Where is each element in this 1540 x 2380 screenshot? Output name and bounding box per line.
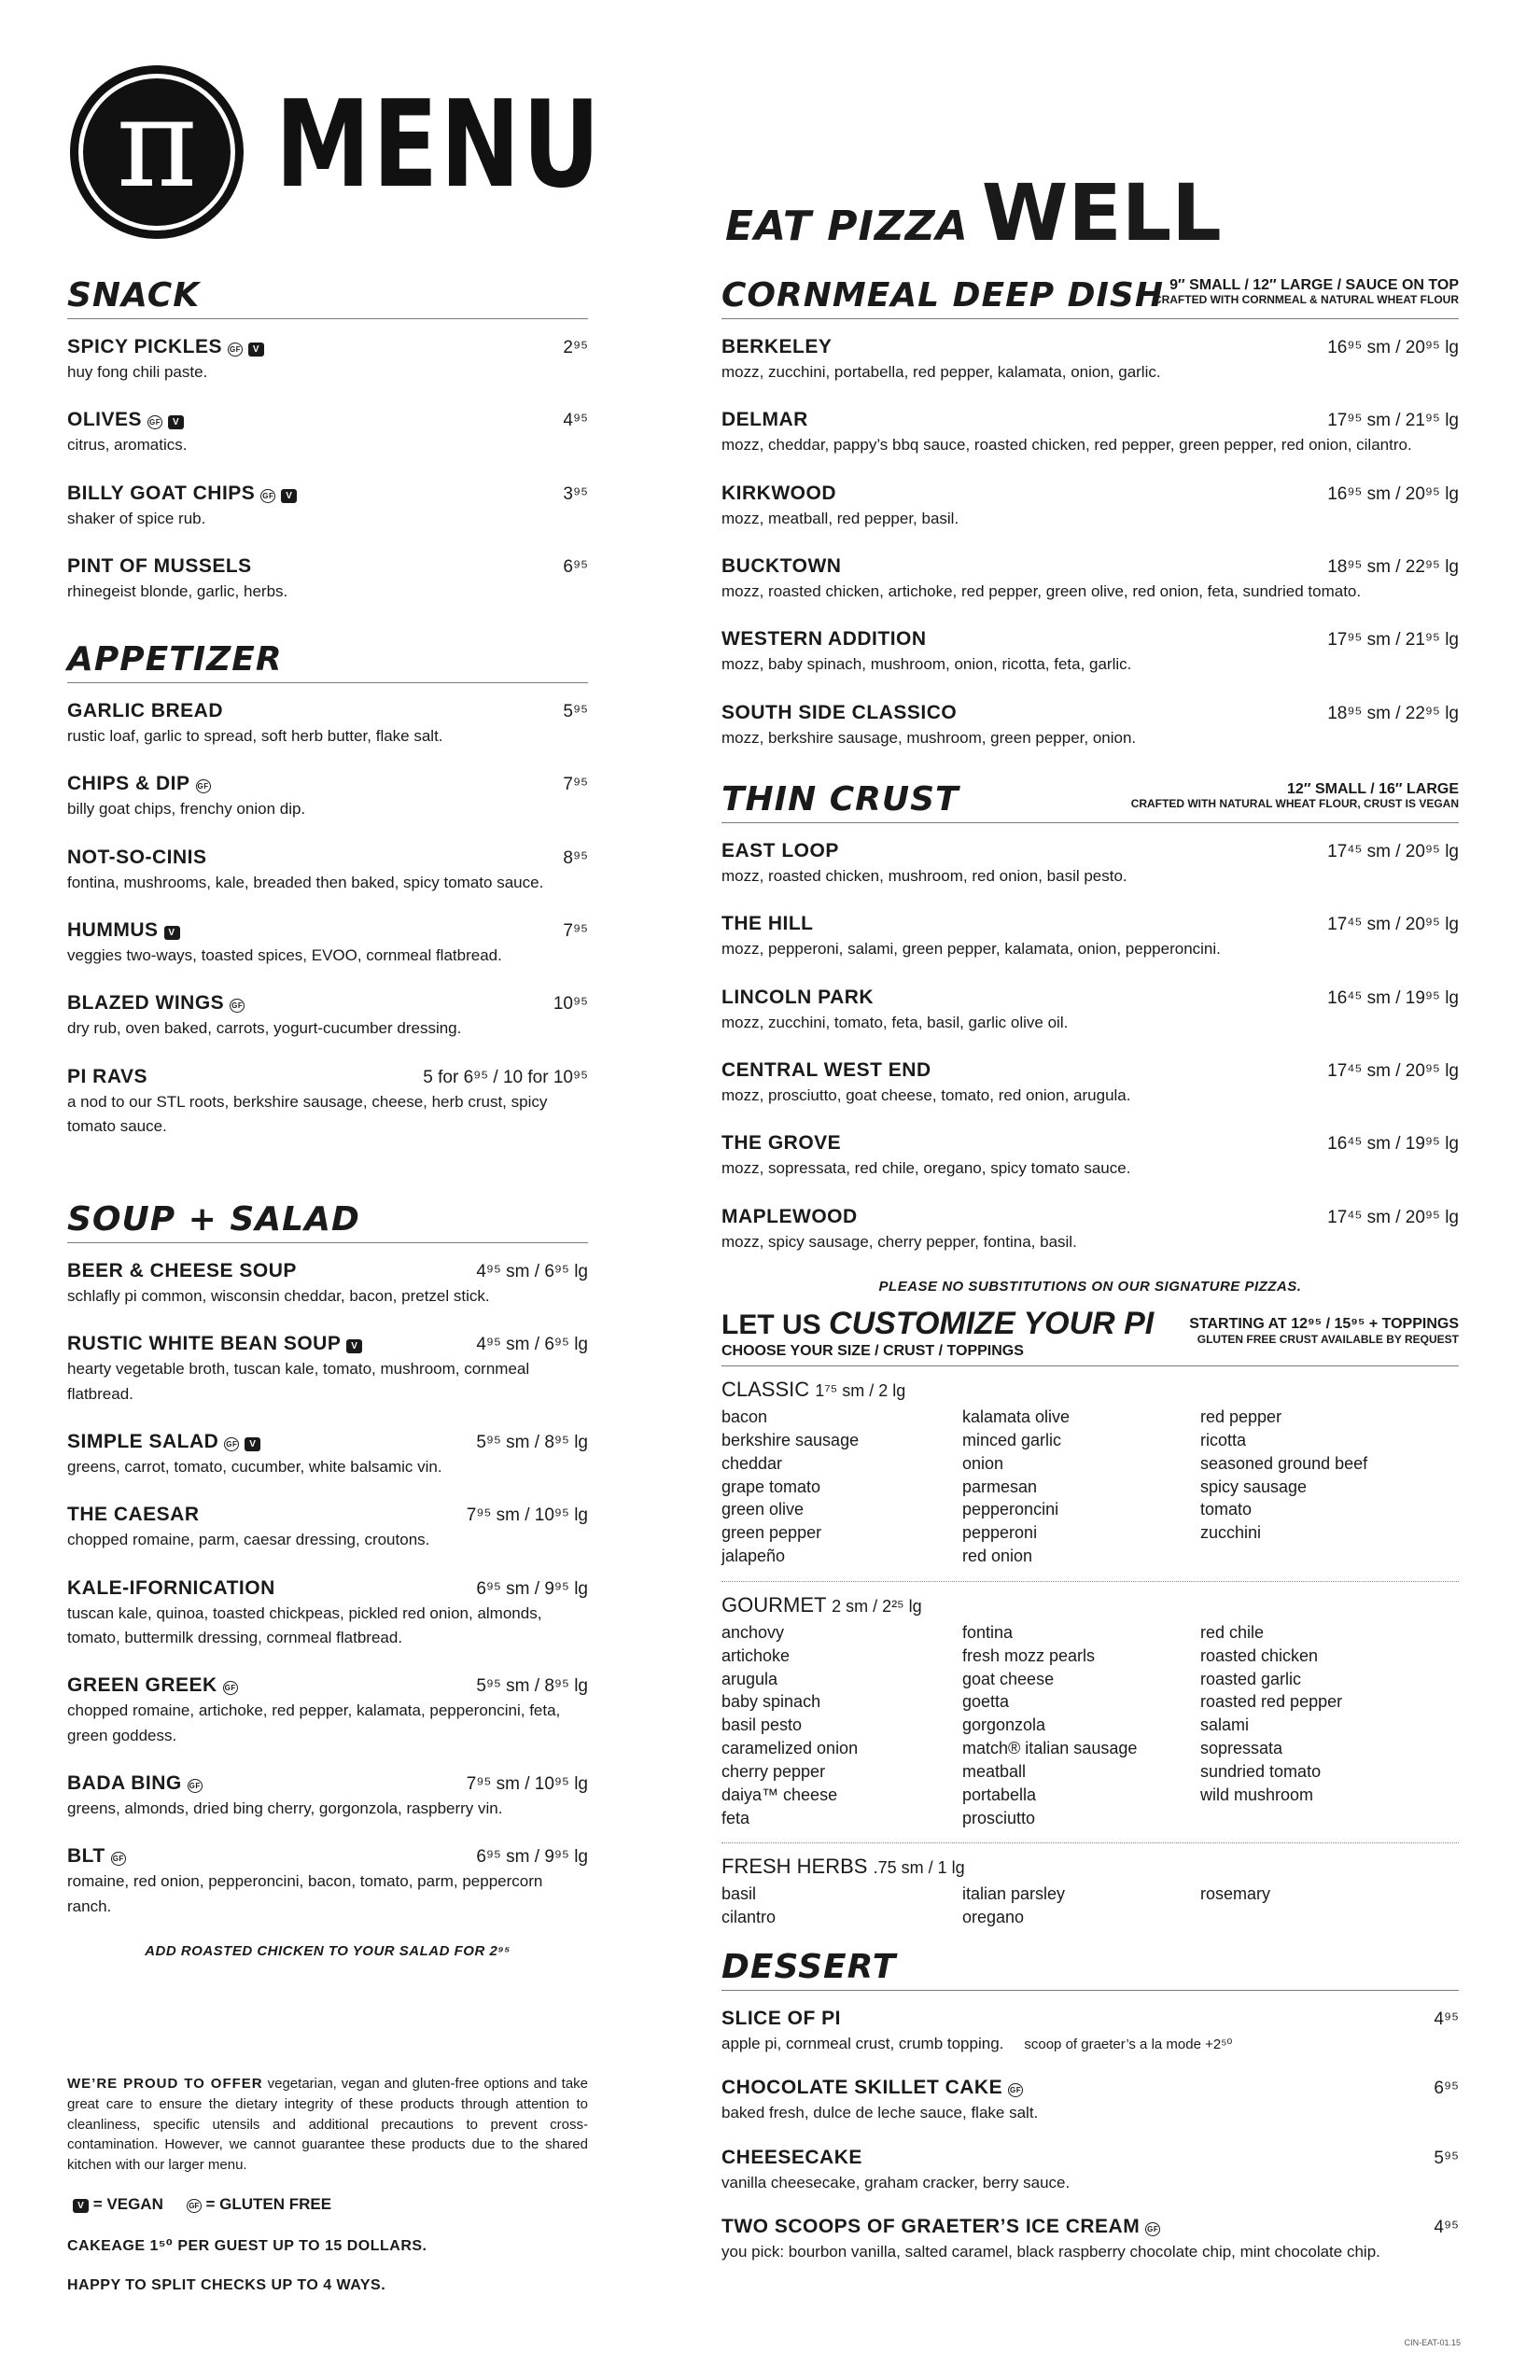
item-price: 7⁹⁵ sm / 10⁹⁵ lg (466, 1505, 588, 1526)
customize-title-script: CUSTOMIZE YOUR PI (829, 1306, 1155, 1342)
salad-note: ADD ROASTED CHICKEN TO YOUR SALAD FOR 2⁹⁵ (145, 1943, 511, 1960)
topping-item (1200, 1906, 1459, 1929)
item-name: BERKELEY (721, 336, 833, 357)
topping-item: grape tomato (721, 1477, 821, 1496)
topping-item: sundried tomato (1200, 1761, 1322, 1781)
soup-salad-section (67, 1195, 588, 1959)
item-name: TWO SCOOPS OF GRAETER’S ICE CREAM (721, 2216, 1141, 2238)
topping-item: red onion (962, 1547, 1033, 1566)
item-desc: mozz, prosciutto, goat cheese, tomato, red onion, arugula. (721, 1086, 1131, 1105)
menu-item (721, 1132, 1459, 1181)
item-price: 2⁹⁵ (563, 338, 588, 357)
deep-dish-size-note: 9″ SMALL / 12″ LARGE / SAUCE ON TOP (1169, 276, 1459, 293)
topping-item: oregano (962, 1908, 1025, 1927)
item-name: SPICY PICKLES (67, 336, 222, 357)
gf-crust-note: GLUTEN FREE CRUST AVAILABLE BY REQUEST (1197, 1333, 1459, 1347)
menu-item (721, 702, 1459, 750)
item-name: CHOCOLATE SKILLET CAKE (721, 2077, 1003, 2099)
menu-item (721, 840, 1459, 889)
item-price: 3⁹⁵ (563, 483, 588, 504)
topping-item: tomato (1200, 1500, 1253, 1519)
item-price: 4⁹⁵ (1434, 2218, 1459, 2238)
item-desc: tuscan kale, quinoa, toasted chickpeas, pickled red onion, almonds, tomato, buttermilk dressing, cornmeal flatbread. (67, 1603, 542, 1647)
pi-glyph: π (116, 72, 198, 216)
topping-item: prosciutto (962, 1808, 1036, 1827)
item-desc: dry rub, oven baked, carrots, yogurt-cucumber dressing. (67, 1019, 462, 1038)
menu-item (721, 1059, 1459, 1108)
soup-salad-title: SOUP + SALAD (67, 1200, 360, 1239)
item-desc: chopped romaine, parm, caesar dressing, croutons. (67, 1531, 430, 1549)
herb-toppings (721, 1842, 1459, 1942)
menu-item (721, 2077, 1459, 2125)
vegan-icon: V (248, 343, 264, 357)
topping-item: basil (721, 1884, 757, 1904)
topping-item: onion (962, 1453, 1004, 1473)
item-name: OLIVES (67, 409, 143, 431)
deep-dish-title: CORNMEAL DEEP DISH (721, 276, 1164, 315)
item-price: 16⁴⁵ sm / 19⁹⁵ lg (1327, 1134, 1459, 1155)
topping-item: caramelized onion (721, 1739, 859, 1758)
item-desc: apple pi, cornmeal crust, crumb topping. (721, 2035, 1004, 2053)
menu-item (67, 1066, 588, 1140)
item-name: CENTRAL WEST END (721, 1059, 931, 1082)
item-price: 16⁹⁵ sm / 20⁹⁵ lg (1327, 338, 1459, 357)
thin-crust-crust-note: CRAFTED WITH NATURAL WHEAT FLOUR, CRUST IS VEGAN (1130, 797, 1459, 811)
vegan-icon: V (164, 926, 180, 940)
item-price: 16⁴⁵ sm / 19⁹⁵ lg (1327, 987, 1459, 1008)
a-la-mode-note: scoop of graeter’s a la mode +2⁵⁰ (1024, 2037, 1233, 2053)
item-name: THE HILL (721, 913, 814, 935)
item-name: HUMMUS (67, 919, 159, 942)
menu-item (721, 913, 1459, 961)
item-desc: mozz, meatball, red pepper, basil. (721, 509, 959, 527)
item-price: 5⁹⁵ sm / 8⁹⁵ lg (476, 1433, 588, 1453)
topping-item: italian parsley (962, 1884, 1066, 1904)
dessert-title: DESSERT (721, 1948, 897, 1987)
customize-title-plain: LET US (721, 1309, 821, 1341)
item-desc: mozz, berkshire sausage, mushroom, green pepper, onion. (721, 728, 1137, 747)
menu-item (67, 336, 588, 385)
item-price: 16⁹⁵ sm / 20⁹⁵ lg (1327, 483, 1459, 504)
item-desc: schlafly pi common, wisconsin cheddar, bacon, pretzel stick. (67, 1287, 490, 1305)
item-desc: you pick: bourbon vanilla, salted caramel, black raspberry chocolate chip, mint chocolate chip. (721, 2243, 1380, 2261)
item-desc: shaker of spice rub. (67, 509, 206, 527)
item-name: CHIPS & DIP (67, 773, 190, 795)
vegan-label: = VEGAN (92, 2195, 163, 2213)
item-name: CHEESECAKE (721, 2146, 862, 2168)
topping-item: cheddar (721, 1453, 783, 1473)
deep-dish-crust-note: CRAFTED WITH CORNMEAL & NATURAL WHEAT FLOUR (1153, 293, 1459, 307)
menu-item (721, 1206, 1459, 1254)
gluten-free-icon: GF (1008, 2083, 1023, 2097)
topping-item: salami (1200, 1715, 1250, 1735)
vegan-icon: V (245, 1437, 260, 1451)
item-name: BLAZED WINGS (67, 992, 225, 1015)
item-price: 7⁹⁵ sm / 10⁹⁵ lg (466, 1774, 588, 1795)
item-desc: baked fresh, dulce de leche sauce, flake salt. (721, 2104, 1039, 2122)
topping-item: fontina (962, 1622, 1014, 1642)
gluten-free-icon: GF (1145, 2222, 1160, 2236)
topping-item: goat cheese (962, 1669, 1055, 1688)
topping-item: pepperoncini (962, 1500, 1059, 1519)
topping-item: green olive (721, 1500, 805, 1519)
item-price: 5 for 6⁹⁵ / 10 for 10⁹⁵ (423, 1067, 588, 1087)
group-title: GOURMET (721, 1592, 827, 1617)
menu-item (67, 992, 588, 1041)
gluten-free-icon: GF (188, 1779, 203, 1793)
topping-item: parmesan (962, 1477, 1038, 1496)
thin-crust-title: THIN CRUST (721, 780, 959, 819)
item-name: WESTERN ADDITION (721, 628, 927, 651)
proud-lead: WE’RE PROUD TO OFFER (67, 2076, 263, 2092)
item-name: KIRKWOOD (721, 482, 836, 504)
menu-item (67, 700, 588, 749)
menu-item (721, 483, 1459, 531)
topping-item: spicy sausage (1200, 1477, 1308, 1496)
topping-item (1200, 1807, 1459, 1830)
item-name: SOUTH SIDE CLASSICO (721, 701, 958, 723)
topping-item: kalamata olive (962, 1407, 1071, 1427)
item-price: 5⁹⁵ sm / 8⁹⁵ lg (476, 1676, 588, 1697)
item-price: 17⁴⁵ sm / 20⁹⁵ lg (1327, 1207, 1459, 1227)
deep-dish-section (721, 271, 1459, 750)
item-name: SLICE OF PI (721, 2008, 842, 2030)
customize-price-note: STARTING AT 12⁹⁵ / 15⁹⁵ + TOPPINGS (1189, 1316, 1459, 1333)
item-desc: mozz, cheddar, pappy’s bbq sauce, roasted chicken, red pepper, green pepper, red onion, cilantro. (721, 436, 1412, 455)
topping-item: fresh mozz pearls (962, 1645, 1096, 1665)
item-desc: greens, carrot, tomato, cucumber, white balsamic vin. (67, 1458, 442, 1477)
gf-label: = GLUTEN FREE (205, 2195, 332, 2213)
topping-item: anchovy (721, 1622, 785, 1642)
gluten-free-icon: GF (111, 1852, 126, 1866)
topping-item: match® italian sausage (962, 1739, 1138, 1758)
item-desc: rhinegeist blonde, garlic, herbs. (67, 582, 288, 601)
item-desc: mozz, pepperoni, salami, green pepper, kalamata, onion, pepperoncini. (721, 940, 1221, 959)
item-price: 18⁹⁵ sm / 22⁹⁵ lg (1327, 703, 1459, 723)
thin-crust-section (721, 775, 1459, 1295)
gluten-free-icon: GF (228, 343, 243, 357)
item-price: 4⁹⁵ sm / 6⁹⁵ lg (476, 1335, 588, 1355)
item-name: MAPLEWOOD (721, 1205, 858, 1227)
item-price: 10⁹⁵ (553, 994, 588, 1015)
toppings-grid (721, 1621, 1459, 1829)
menu-item (67, 773, 588, 821)
gluten-free-icon: GF (187, 2199, 202, 2213)
menu-item (67, 1431, 588, 1479)
topping-item: zucchini (1200, 1523, 1262, 1543)
item-name: BADA BING (67, 1772, 182, 1795)
topping-item: minced garlic (962, 1430, 1062, 1449)
topping-item: seasoned ground beef (1200, 1453, 1368, 1473)
badge-legend (67, 2195, 331, 2214)
item-price: 5⁹⁵ (563, 702, 588, 721)
vegan-icon: V (73, 2199, 89, 2213)
tagline (725, 167, 1222, 259)
item-price: 18⁹⁵ sm / 22⁹⁵ lg (1327, 557, 1459, 578)
item-name: RUSTIC WHITE BEAN SOUP (67, 1333, 342, 1355)
topping-item: berkshire sausage (721, 1430, 860, 1449)
item-price: 6⁹⁵ sm / 9⁹⁵ lg (476, 1578, 588, 1599)
topping-item: baby spinach (721, 1692, 821, 1712)
menu-item (67, 1504, 588, 1552)
item-name: BUCKTOWN (721, 555, 842, 578)
toppings-grid (721, 1883, 1459, 1929)
item-desc: citrus, aromatics. (67, 436, 188, 455)
customize-subtitle: CHOOSE YOUR SIZE / CRUST / TOPPINGS (721, 1343, 1024, 1360)
pi-logo (70, 65, 244, 239)
item-desc: romaine, red onion, pepperoncini, bacon, tomato, parm, peppercorn ranch. (67, 1872, 543, 1915)
item-price: 4⁹⁵ (563, 411, 588, 431)
topping-item: meatball (962, 1761, 1027, 1781)
topping-item: cilantro (721, 1908, 777, 1927)
item-name: EAST LOOP (721, 840, 839, 862)
snack-section (67, 271, 588, 635)
vegan-icon: V (346, 1339, 362, 1353)
item-price: 4⁹⁵ (1434, 2009, 1459, 2030)
item-name: BLT (67, 1845, 105, 1868)
topping-item: red pepper (1200, 1407, 1282, 1427)
group-title: CLASSIC (721, 1378, 810, 1402)
item-price: 4⁹⁵ sm / 6⁹⁵ lg (476, 1262, 588, 1281)
group-price: .75 sm / 1 lg (873, 1858, 965, 1878)
menu-item (67, 555, 588, 604)
topping-item: roasted garlic (1200, 1669, 1302, 1688)
item-name: LINCOLN PARK (721, 986, 875, 1008)
toppings-grid (721, 1406, 1459, 1568)
menu-item (721, 2147, 1459, 2195)
item-desc: mozz, baby spinach, mushroom, onion, ricotta, feta, garlic. (721, 655, 1132, 674)
gluten-free-icon: GF (147, 415, 162, 429)
gluten-free-icon: GF (223, 1681, 238, 1695)
cakeage-note: CAKEAGE 1⁵⁰ PER GUEST UP TO 15 DOLLARS. (67, 2238, 427, 2254)
item-name: GREEN GREEK (67, 1674, 217, 1697)
topping-item: portabella (962, 1785, 1037, 1804)
menu-item (67, 1772, 588, 1821)
dessert-section (721, 1942, 1459, 2264)
snack-title: SNACK (67, 276, 201, 315)
menu-item (721, 409, 1459, 457)
topping-item: goetta (962, 1692, 1010, 1712)
menu-item (67, 1674, 588, 1748)
topping-item: cherry pepper (721, 1761, 826, 1781)
item-price: 7⁹⁵ (563, 775, 588, 795)
topping-item: sopressata (1200, 1739, 1283, 1758)
topping-item: red chile (1200, 1622, 1265, 1642)
appetizer-section (67, 635, 588, 1195)
item-name: DELMAR (721, 409, 808, 431)
dietary-statement (67, 2074, 588, 2176)
topping-item: artichoke (721, 1645, 791, 1665)
item-desc: rustic loaf, garlic to spread, soft herb butter, flake salt. (67, 727, 443, 745)
item-price: 17⁴⁵ sm / 20⁹⁵ lg (1327, 1061, 1459, 1082)
left-column (67, 271, 588, 1959)
menu-item (721, 628, 1459, 677)
page-title: MENU (275, 76, 603, 215)
group-title: FRESH HERBS (721, 1855, 868, 1879)
item-desc: mozz, spicy sausage, cherry pepper, fontina, basil. (721, 1232, 1077, 1251)
topping-item: bacon (721, 1407, 768, 1427)
gluten-free-icon: GF (196, 779, 211, 793)
topping-item: rosemary (1200, 1884, 1271, 1904)
item-price: 6⁹⁵ sm / 9⁹⁵ lg (476, 1847, 588, 1868)
item-desc: greens, almonds, dried bing cherry, gorgonzola, raspberry vin. (67, 1799, 503, 1818)
topping-item: pepperoni (962, 1523, 1038, 1543)
topping-item: feta (721, 1808, 750, 1827)
item-name: GARLIC BREAD (67, 700, 223, 721)
item-price: 6⁹⁵ (563, 557, 588, 578)
menu-item (67, 483, 588, 531)
menu-item (721, 2008, 1459, 2056)
item-price: 5⁹⁵ (1434, 2148, 1459, 2168)
menu-item (721, 555, 1459, 604)
menu-item (67, 1845, 588, 1919)
vegan-icon: V (281, 489, 297, 503)
vegan-icon: V (168, 415, 184, 429)
topping-item: gorgonzola (962, 1715, 1046, 1735)
item-desc: huy fong chili paste. (67, 363, 208, 381)
topping-item: wild mushroom (1200, 1785, 1314, 1804)
item-name: BEER & CHEESE SOUP (67, 1260, 297, 1281)
group-price: 2 sm / 2²⁵ lg (832, 1596, 922, 1616)
menu-item (67, 1260, 588, 1309)
split-checks-note: HAPPY TO SPLIT CHECKS UP TO 4 WAYS. (67, 2277, 386, 2293)
menu-item (67, 1333, 588, 1407)
gourmet-toppings (721, 1581, 1459, 1842)
item-name: NOT-SO-CINIS (67, 846, 207, 868)
menu-item (67, 919, 588, 968)
item-price: 7⁹⁵ (563, 921, 588, 942)
tagline-big: WELL (981, 167, 1222, 259)
customize-section (721, 1308, 1459, 1942)
topping-item: roasted chicken (1200, 1645, 1319, 1665)
item-desc: billy goat chips, frenchy onion dip. (67, 800, 306, 819)
substitution-note: PLEASE NO SUBSTITUTIONS ON OUR SIGNATURE PIZZAS. (878, 1279, 1302, 1295)
item-desc: hearty vegetable broth, tuscan kale, tomato, mushroom, cornmeal flatbread. (67, 1360, 530, 1403)
item-price: 17⁴⁵ sm / 20⁹⁵ lg (1327, 842, 1459, 862)
proud-text: vegetarian, vegan and gluten-free options and take great care to ensure the dietary integrity of these products through attention to cleanliness, specific utensils and additional precautions to prevent cross-contamination. However, we cannot guarantee these products due to the shared kitchen with our larger menu. (67, 2076, 589, 2173)
item-price: 17⁴⁵ sm / 20⁹⁵ lg (1327, 915, 1459, 935)
thin-crust-size-note: 12″ SMALL / 16″ LARGE (1287, 780, 1459, 797)
topping-item (1200, 1545, 1459, 1568)
classic-toppings (721, 1365, 1459, 1581)
item-name: PI RAVS (67, 1065, 147, 1087)
item-name: THE GROVE (721, 1132, 842, 1155)
gluten-free-icon: GF (230, 999, 245, 1013)
item-desc: mozz, roasted chicken, mushroom, red onion, basil pesto. (721, 867, 1127, 886)
item-desc: vanilla cheesecake, graham cracker, berry sauce. (721, 2173, 1071, 2191)
item-price: 6⁹⁵ (1434, 2079, 1459, 2099)
menu-item (721, 2216, 1459, 2264)
topping-item: ricotta (1200, 1430, 1247, 1449)
item-price: 17⁹⁵ sm / 21⁹⁵ lg (1327, 411, 1459, 431)
menu-item (67, 1577, 588, 1651)
item-desc: mozz, sopressata, red chile, oregano, spicy tomato sauce. (721, 1159, 1131, 1178)
topping-item: roasted red pepper (1200, 1692, 1343, 1712)
topping-item: daiya™ cheese (721, 1785, 838, 1804)
gluten-free-icon: GF (224, 1437, 239, 1451)
menu-item (67, 847, 588, 895)
item-desc: chopped romaine, artichoke, red pepper, kalamata, pepperoncini, feta, green goddess. (67, 1701, 561, 1744)
item-desc: mozz, zucchini, tomato, feta, basil, garlic olive oil. (721, 1013, 1069, 1031)
item-desc: mozz, roasted chicken, artichoke, red pepper, green olive, red onion, feta, sundried tomato. (721, 582, 1362, 601)
menu-item (67, 409, 588, 457)
tagline-script: EAT PIZZA (725, 203, 969, 250)
item-name: THE CAESAR (67, 1504, 200, 1526)
right-column (721, 271, 1459, 2285)
menu-item (721, 987, 1459, 1035)
item-desc: mozz, zucchini, portabella, red pepper, kalamata, onion, garlic. (721, 363, 1161, 381)
menu-item (721, 336, 1459, 385)
item-desc: veggies two-ways, toasted spices, EVOO, cornmeal flatbread. (67, 946, 502, 965)
item-name: PINT OF MUSSELS (67, 555, 252, 578)
item-price: 17⁹⁵ sm / 21⁹⁵ lg (1327, 630, 1459, 651)
topping-item: basil pesto (721, 1715, 803, 1735)
item-desc: fontina, mushrooms, kale, breaded then baked, spicy tomato sauce. (67, 873, 544, 891)
item-name: BILLY GOAT CHIPS (67, 482, 256, 504)
topping-item: green pepper (721, 1523, 822, 1543)
item-price: 8⁹⁵ (563, 847, 588, 868)
group-price: 1⁷⁵ sm / 2 lg (815, 1381, 906, 1401)
gluten-free-icon: GF (260, 489, 275, 503)
item-name: SIMPLE SALAD (67, 1431, 219, 1453)
menu-code: CIN-EAT-01.15 (1404, 2338, 1461, 2347)
appetizer-title: APPETIZER (67, 640, 283, 679)
topping-item: jalapeño (721, 1547, 786, 1566)
item-desc: a nod to our STL roots, berkshire sausage, cheese, herb crust, spicy tomato sauce. (67, 1092, 548, 1136)
item-name: KALE-IFORNICATION (67, 1576, 275, 1599)
topping-item: arugula (721, 1669, 778, 1688)
